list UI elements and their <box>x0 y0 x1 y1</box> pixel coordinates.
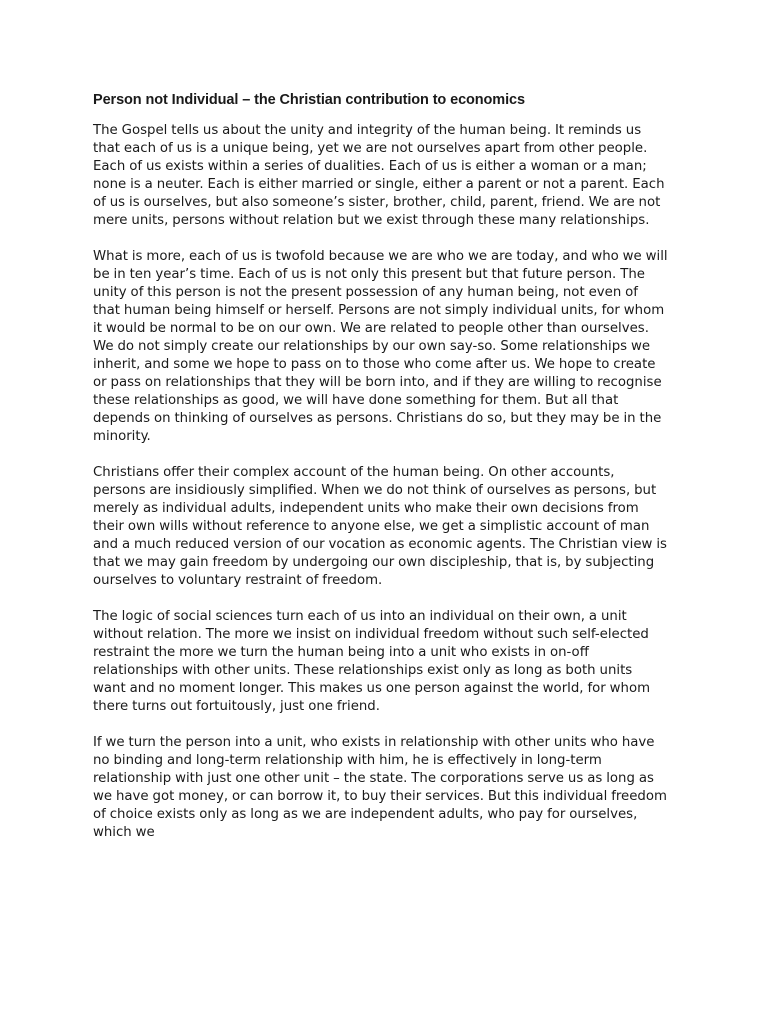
paragraph-2: What is more, each of us is twofold because we are who we are today, and who we will be in ten year’s time. Each of us is not only this present but that future person. The unity of this person is not the present possession of any human being, not even of that human being himself or herself. Persons are not simply individual units, for whom it would be normal to be on our own. We are related to people other than ourselves. We do not simply create our relationships by our own say-so. Some relationships we inherit, and some we hope to pass on to those who come after us. We hope to create or pass on relationships that they will be born into, and if they are willing to recognise these relationships as good, we will have done something for them. But all that depends on thinking of ourselves as persons. Christians do so, but they may be in the minority. <box>93 249 668 444</box>
paragraph-5: If we turn the person into a unit, who exists in relationship with other units who have no binding and long-term relationship with him, he is effectively in long-term relationship with just one other unit – the state. The corporations serve us as long as we have got money, or can borrow it, to buy their services. But this individual freedom of choice exists only as long as we are independent adults, who pay for ourselves, which we <box>93 735 667 840</box>
paragraph-4: The logic of social sciences turn each of us into an individual on their own, a unit without relation. The more we insist on individual freedom without such self-elected restraint the more we turn the human being into a unit who exists in on-off relationships with other units. These relationships exist only as long as both units want and no moment longer. This makes us one person against the world, for whom there turns out fortuitously, just one friend. <box>93 609 651 714</box>
paragraph-1: The Gospel tells us about the unity and integrity of the human being. It reminds us that each of us is a unique being, yet we are not ourselves apart from other people. Each of us exists within a series of dualities. Each of us is either a woman or a man; none is a neuter. Each is either married or single, either a parent or not a parent. Each of us is ourselves, but also someone’s sister, brother, child, parent, friend. We are not mere units, persons without relation but we exist through these many relationships. <box>93 123 665 228</box>
document-title: Person not Individual – the Christian contribution to economics <box>93 92 525 108</box>
paragraph-3: Christians offer their complex account of the human being. On other accounts, persons are insidiously simplified. When we do not think of ourselves as persons, but merely as individual adults, independent units who make their own decisions from their own wills without reference to anyone else, we get a simplistic account of man and a much reduced version of our vocation as economic agents. The Christian view is that we may gain freedom by undergoing our own discipleship, that is, by subjecting ourselves to voluntary restraint of freedom. <box>93 465 667 588</box>
